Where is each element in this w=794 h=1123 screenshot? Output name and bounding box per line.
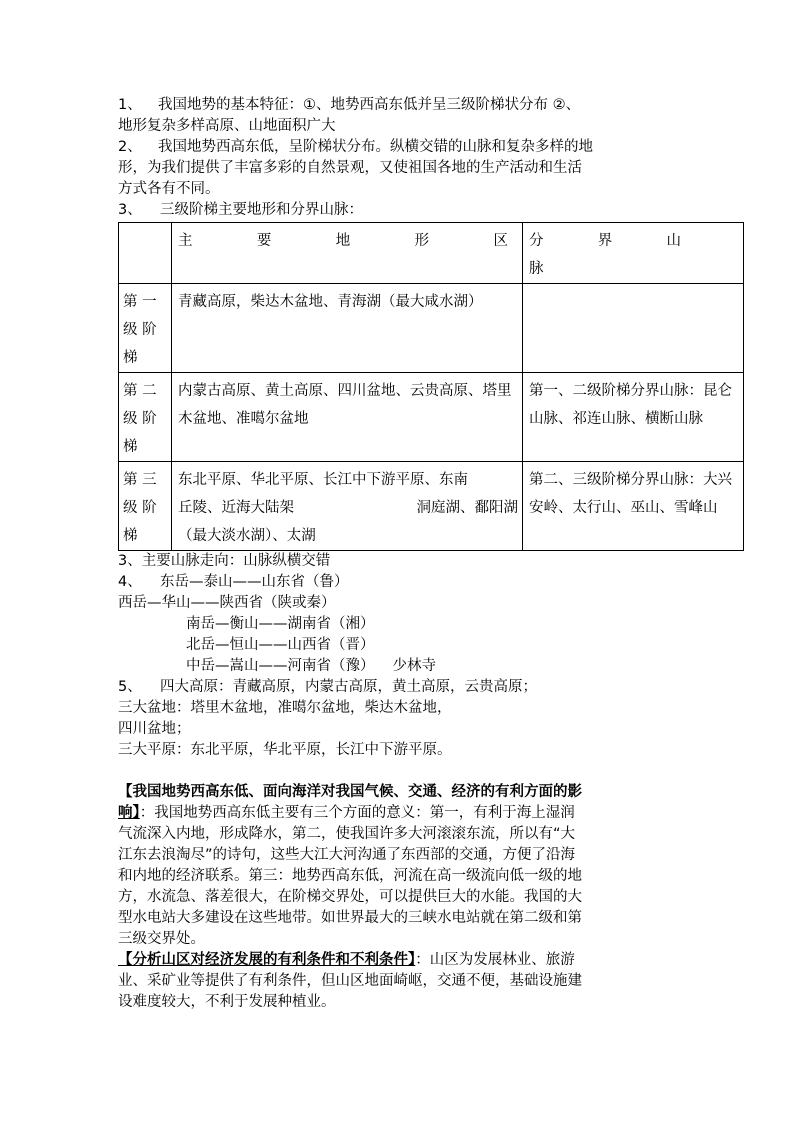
item-number: 4、	[118, 574, 142, 590]
level-cell: 第 一 级 阶 梯	[119, 284, 172, 373]
header-empty-cell	[119, 223, 172, 284]
east-mountain: 东岳—泰山——山东省（鲁）	[160, 574, 349, 590]
table-header-row	[119, 223, 744, 284]
item-1-text: 我国地势的基本特征：①、地势西高东低并呈三级阶梯状分布 ②、	[158, 97, 581, 113]
item-3-text: 三级阶梯主要地形和分界山脉：	[160, 202, 363, 218]
temple-label: 少林寺	[392, 658, 436, 674]
item-2-text: 我国地势西高东低，呈阶梯状分布。纵横交错的山脉和复杂多样的地	[158, 139, 593, 155]
section-1-line: 型水电站大多建设在这些地带。如世界最大的三峡水电站就在第二级和第	[118, 910, 582, 926]
plains-text: 三大平原：东北平原，华北平原，长江中下游平原。	[118, 742, 452, 758]
item-2-continuation: 形，为我们提供了丰富多彩的自然景观，又使祖国各地的生产活动和生活	[118, 160, 582, 176]
north-mountain: 北岳—恒山——山西省（晋）	[186, 637, 375, 653]
terrain-steps-table	[118, 222, 744, 551]
item-1-line	[118, 95, 678, 116]
table-row-level-1	[119, 284, 744, 373]
item-2-continuation: 方式各有不同。	[118, 181, 220, 197]
header-mountain-cell: 分 界 山 脉	[523, 223, 744, 284]
item-4-line	[118, 572, 678, 593]
item-1-continuation: 地形复杂多样高原、山地面积广大	[118, 118, 336, 134]
item-2-line	[118, 137, 678, 158]
basins-text-cont: 四川盆地；	[118, 721, 191, 737]
section-1-line: 气流深入内地，形成降水，第二，使我国许多大河滚滚东流，所以有“大	[118, 826, 576, 842]
item-number: 3、	[118, 202, 142, 218]
terrain-cell: 东北平原、华北平原、长江中下游平原、东南 丘陵、近海大陆架 洞庭湖、鄱阳湖 （最大淡水湖）、太湖	[172, 462, 523, 551]
section-1-line: 三级交界处。	[118, 931, 205, 947]
section-1-title: 【我国地势西高东低、面向海洋对我国气候、交通、经济的有利方面的影	[118, 784, 582, 800]
south-mountain: 南岳—衡山——湖南省（湘）	[186, 616, 375, 632]
section-1-line: 和内地的经济联系。第三：地势西高东低，河流在高一级流向低一级的地	[118, 868, 582, 884]
header-terrain-label: 主 要 地 形 区	[178, 233, 508, 249]
section-1-line: 方，水流急、落差很大，在阶梯交界处，可以提供巨大的水能。我国的大	[118, 889, 582, 905]
header-terrain-cell	[172, 223, 523, 284]
item-3b-line: 3、主要山脉走向：山脉纵横交错	[118, 553, 331, 569]
item-5-line	[118, 677, 678, 698]
section-2-line: 设难度较大，不利于发展种植业。	[118, 994, 336, 1010]
plateaus-text: 四大高原：青藏高原，内蒙古高原，黄土高原，云贵高原；	[160, 679, 537, 695]
mountain-cell: 第二、三级阶梯分界山脉：大兴安岭、太行山、巫山、雪峰山	[523, 462, 744, 551]
section-1-title-end: 响】	[118, 805, 140, 821]
section-2-line: 业、采矿业等提供了有利条件，但山区地面崎岖，交通不便，基础设施建	[118, 973, 582, 989]
item-number: 5、	[118, 679, 142, 695]
west-mountain: 西岳—华山——陕西省（陕或秦）	[118, 595, 336, 611]
basins-text: 三大盆地：塔里木盆地，准噶尔盆地，柴达木盆地，	[118, 700, 452, 716]
level-cell: 第 二 级 阶 梯	[119, 373, 172, 462]
table-row-level-3	[119, 462, 744, 551]
level-cell: 第 三 级 阶 梯	[119, 462, 172, 551]
section-2-title: 【分析山区对经济发展的有利条件和不利条件】	[118, 952, 416, 968]
table-row-level-2	[119, 373, 744, 462]
central-mountain: 中岳—嵩山——河南省（豫） 少林寺	[186, 658, 436, 674]
document-page	[118, 95, 732, 1013]
section-1-first-line: 响】：我国地势西高东低主要有三个方面的意义：第一，有利于海上湿润	[118, 805, 575, 821]
section-1-line: 江东去浪淘尽”的诗句，这些大江大河沟通了东西部的交通，方便了沿海	[118, 847, 576, 863]
section-2-first-line: 【分析山区对经济发展的有利条件和不利条件】：山区为发展林业、旅游	[118, 952, 575, 968]
item-number: 1、	[118, 97, 142, 113]
header-mountain-label: 分 界 山	[529, 233, 681, 249]
item-number: 2、	[118, 139, 142, 155]
terrain-cell: 内蒙古高原、黄土高原、四川盆地、云贵高原、塔里木盆地、准噶尔盆地	[172, 373, 523, 462]
mountain-cell	[523, 284, 744, 373]
item-3-line	[118, 200, 678, 221]
terrain-cell: 青藏高原，柴达木盆地、青海湖（最大咸水湖）	[172, 284, 523, 373]
mountain-cell: 第一、二级阶梯分界山脉：昆仑山脉、祁连山脉、横断山脉	[523, 373, 744, 462]
